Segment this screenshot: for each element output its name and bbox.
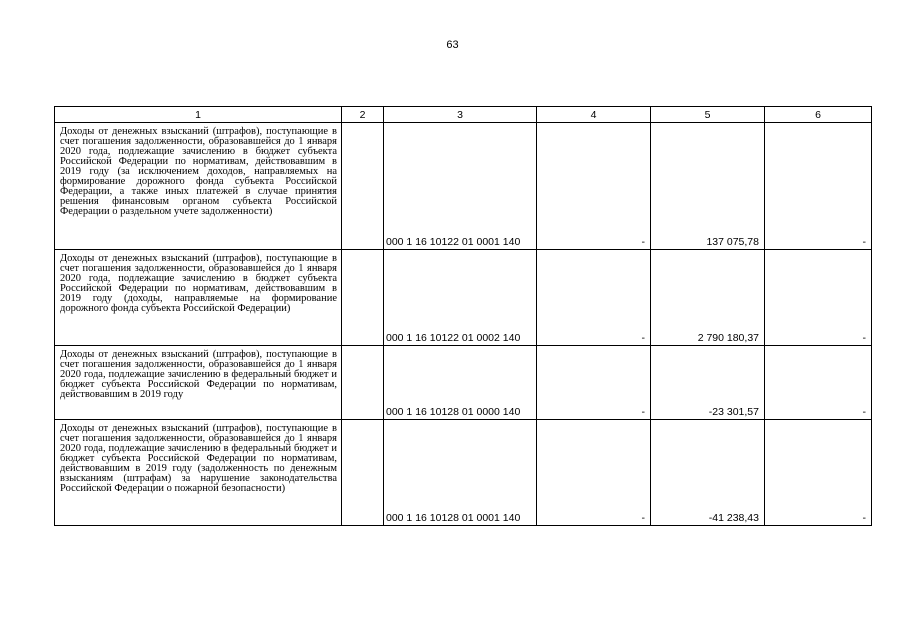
cell-col4: - bbox=[537, 346, 651, 420]
budget-code: 000 1 16 10128 01 0001 140 bbox=[384, 420, 537, 526]
table-header-row bbox=[55, 107, 872, 123]
table-row bbox=[55, 346, 872, 420]
cell-col6: - bbox=[765, 123, 872, 250]
income-description: Доходы от денежных взысканий (штрафов), поступающие в счет погашения задолженности, образовавшейся до 1 января 2020 года, подлежащие зачислению в бюджет субъекта Российской Федерации по нормативам, действовавшим в 2019 году (за исключением доходов, направляемых на формирование дорожного фонда субъекта Российской Федерации, а также иных платежей в случае принятия решения финансовым органом субъекта Российской Федерации о раздельном учете задолженности) bbox=[55, 123, 342, 250]
budget-code: 000 1 16 10128 01 0000 140 bbox=[384, 346, 537, 420]
cell-col6: - bbox=[765, 346, 872, 420]
cell-col2 bbox=[342, 250, 384, 346]
amount: 137 075,78 bbox=[651, 123, 765, 250]
cell-col6: - bbox=[765, 420, 872, 526]
column-header: 4 bbox=[537, 107, 651, 123]
cell-col4: - bbox=[537, 420, 651, 526]
income-description: Доходы от денежных взысканий (штрафов), поступающие в счет погашения задолженности, образовавшейся до 1 января 2020 года, подлежащие зачислению в бюджет субъекта Российской Федерации по нормативам, действовавшим в 2019 году (доходы, направляемые на формирование дорожного фонда субъекта Российской Федерации) bbox=[55, 250, 342, 346]
cell-col2 bbox=[342, 346, 384, 420]
amount: 2 790 180,37 bbox=[651, 250, 765, 346]
table-row bbox=[55, 123, 872, 250]
budget-table bbox=[54, 106, 872, 526]
column-header: 1 bbox=[55, 107, 342, 123]
cell-col6: - bbox=[765, 250, 872, 346]
page-number: 63 bbox=[446, 39, 459, 51]
cell-col4: - bbox=[537, 250, 651, 346]
budget-code: 000 1 16 10122 01 0001 140 bbox=[384, 123, 537, 250]
income-description: Доходы от денежных взысканий (штрафов), поступающие в счет погашения задолженности, образовавшейся до 1 января 2020 года, подлежащие зачислению в федеральный бюджет и бюджет субъекта Российской Федерации по нормативам, действовавшим в 2019 году bbox=[55, 346, 342, 420]
budget-code: 000 1 16 10122 01 0002 140 bbox=[384, 250, 537, 346]
cell-col4: - bbox=[537, 123, 651, 250]
column-header: 5 bbox=[651, 107, 765, 123]
cell-col2 bbox=[342, 420, 384, 526]
cell-col2 bbox=[342, 123, 384, 250]
column-header: 2 bbox=[342, 107, 384, 123]
table-row bbox=[55, 420, 872, 526]
table-row bbox=[55, 250, 872, 346]
amount: -23 301,57 bbox=[651, 346, 765, 420]
amount: -41 238,43 bbox=[651, 420, 765, 526]
income-description: Доходы от денежных взысканий (штрафов), поступающие в счет погашения задолженности, образовавшейся до 1 января 2020 года, подлежащие зачислению в федеральный бюджет и бюджет субъекта Российской Федерации по нормативам, действовавшим в 2019 году (задолженность по денежным взысканиям (штрафам) за нарушение законодательства Российской Федерации о пожарной безопасности) bbox=[55, 420, 342, 526]
column-header: 3 bbox=[384, 107, 537, 123]
column-header: 6 bbox=[765, 107, 872, 123]
